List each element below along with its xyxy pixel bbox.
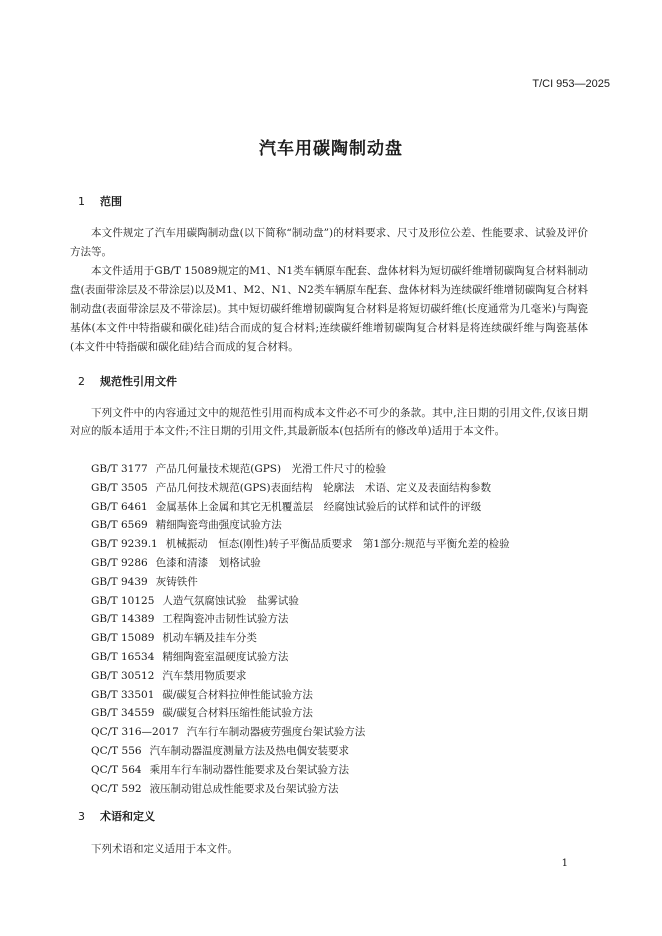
- reference-title: 人造气氛腐蚀试验 盐雾试验: [162, 594, 299, 607]
- reference-code: QC/T 592: [91, 782, 142, 795]
- reference-item: [91, 686, 510, 705]
- reference-item: [91, 479, 510, 498]
- reference-code: GB/T 14389: [91, 613, 155, 626]
- reference-code: GB/T 16534: [91, 650, 155, 663]
- reference-item: [91, 592, 510, 611]
- section-title: 术语和定义: [100, 810, 155, 823]
- reference-item: [91, 742, 510, 761]
- reference-title: 金属基体上金属和其它无机覆盖层 经腐蚀试验后的试样和试件的评级: [155, 500, 482, 513]
- section-2-heading: [78, 373, 177, 389]
- reference-title: 乘用车行车制动器性能要求及台架试验方法: [149, 763, 350, 776]
- reference-code: QC/T 564: [91, 763, 142, 776]
- section-number: 3: [78, 810, 85, 823]
- reference-code: GB/T 3505: [91, 481, 148, 494]
- reference-code: QC/T 316—2017: [91, 726, 179, 739]
- reference-item: [91, 460, 510, 479]
- reference-item: [91, 498, 510, 517]
- reference-code: GB/T 9239.1: [91, 538, 158, 551]
- reference-title: 精细陶瓷弯曲强度试验方法: [155, 519, 282, 532]
- reference-code: GB/T 34559: [91, 707, 155, 720]
- reference-item: [91, 704, 510, 723]
- reference-item: [91, 516, 510, 535]
- terms-intro: 下列术语和定义适用于本文件。: [91, 843, 238, 855]
- reference-title: 汽车制动器温度测量方法及热电偶安装要求: [149, 744, 350, 757]
- reference-code: QC/T 556: [91, 744, 142, 757]
- reference-title: 产品几何量技术规范(GPS) 光滑工件尺寸的检验: [155, 463, 387, 475]
- reference-item: [91, 648, 510, 667]
- reference-item: [91, 780, 510, 799]
- page-number: 1: [561, 858, 568, 869]
- reference-title: 液压制动钳总成性能要求及台架试验方法: [149, 782, 339, 795]
- section-number: 1: [78, 195, 85, 208]
- section-title: 范围: [100, 195, 122, 208]
- reference-item: [91, 723, 510, 742]
- reference-item: [91, 554, 510, 573]
- reference-title: 灰铸铁件: [155, 575, 198, 588]
- reference-code: GB/T 9439: [91, 575, 148, 588]
- reference-code: GB/T 15089: [91, 632, 155, 645]
- reference-title: 汽车行车制动器疲劳强度台架试验方法: [186, 726, 366, 739]
- reference-code: GB/T 33501: [91, 688, 155, 701]
- reference-title: 色漆和清漆 划格试验: [155, 556, 261, 569]
- section-3-heading: [78, 808, 155, 824]
- scope-paragraph-2: 本文件适用于GB/T 15089规定的M1、N1类车辆原车配套、盘体材料为短切碳纤维增韧碳陶复合材料制动盘(表面带涂层及不带涂层)以及M1、M2、N1、N2类车辆原车配套、盘体材料为连续碳纤维增韧碳陶复合材料制动盘(表面带涂层及不带涂层)。其中短切碳纤维增韧碳陶复合材料是将短切碳纤维(长度通常为几毫米)与陶瓷基体(本文件中特指碳和碳化硅)结合而成的复合材料;连续碳纤维增韧碳陶复合材料是将连续碳纤维与陶瓷基体(本文件中特指碳和碳化硅)结合而成的复合材料。: [70, 265, 588, 353]
- document-code: T/CI 953—2025: [532, 78, 610, 90]
- scope-paragraph-1: 本文件规定了汽车用碳陶制动盘(以下简称“制动盘”)的材料要求、尺寸及形位公差、性能要求、试验及评价方法等。: [70, 227, 588, 258]
- section-title: 规范性引用文件: [100, 375, 177, 388]
- reference-item: [91, 573, 510, 592]
- reference-title: 机动车辆及挂车分类: [162, 632, 257, 645]
- reference-title: 碳/碳复合材料拉伸性能试验方法: [162, 688, 313, 701]
- reference-title: 产品几何技术规范(GPS)表面结构 轮廓法 术语、定义及表面结构参数: [155, 481, 492, 494]
- reference-code: GB/T 10125: [91, 594, 155, 607]
- reference-code: GB/T 6569: [91, 519, 148, 532]
- reference-item: [91, 629, 510, 648]
- reference-code: GB/T 6461: [91, 500, 148, 513]
- reference-list: [91, 460, 510, 798]
- reference-title: 机械振动 恒态(刚性)转子平衡品质要求 第1部分:规范与平衡允差的检验: [165, 538, 510, 551]
- reference-title: 精细陶瓷室温硬度试验方法: [162, 650, 289, 663]
- reference-title: 工程陶瓷冲击韧性试验方法: [162, 613, 289, 626]
- section-number: 2: [78, 375, 85, 388]
- reference-item: [91, 610, 510, 629]
- reference-item: [91, 535, 510, 554]
- reference-title: 碳/碳复合材料压缩性能试验方法: [162, 707, 313, 720]
- reference-item: [91, 667, 510, 686]
- reference-code: GB/T 9286: [91, 556, 148, 569]
- section-1-heading: [78, 193, 122, 209]
- page-title: 汽车用碳陶制动盘: [259, 139, 403, 159]
- references-intro: 下列文件中的内容通过文中的规范性引用而构成本文件必不可少的条款。其中,注日期的引用文件,仅该日期对应的版本适用于本文件;不注日期的引用文件,其最新版本(包括所有的修改单)适用于本文件。: [70, 407, 588, 437]
- reference-item: [91, 761, 510, 780]
- reference-title: 汽车禁用物质要求: [162, 669, 247, 682]
- reference-code: GB/T 3177: [91, 463, 148, 475]
- reference-code: GB/T 30512: [91, 669, 155, 682]
